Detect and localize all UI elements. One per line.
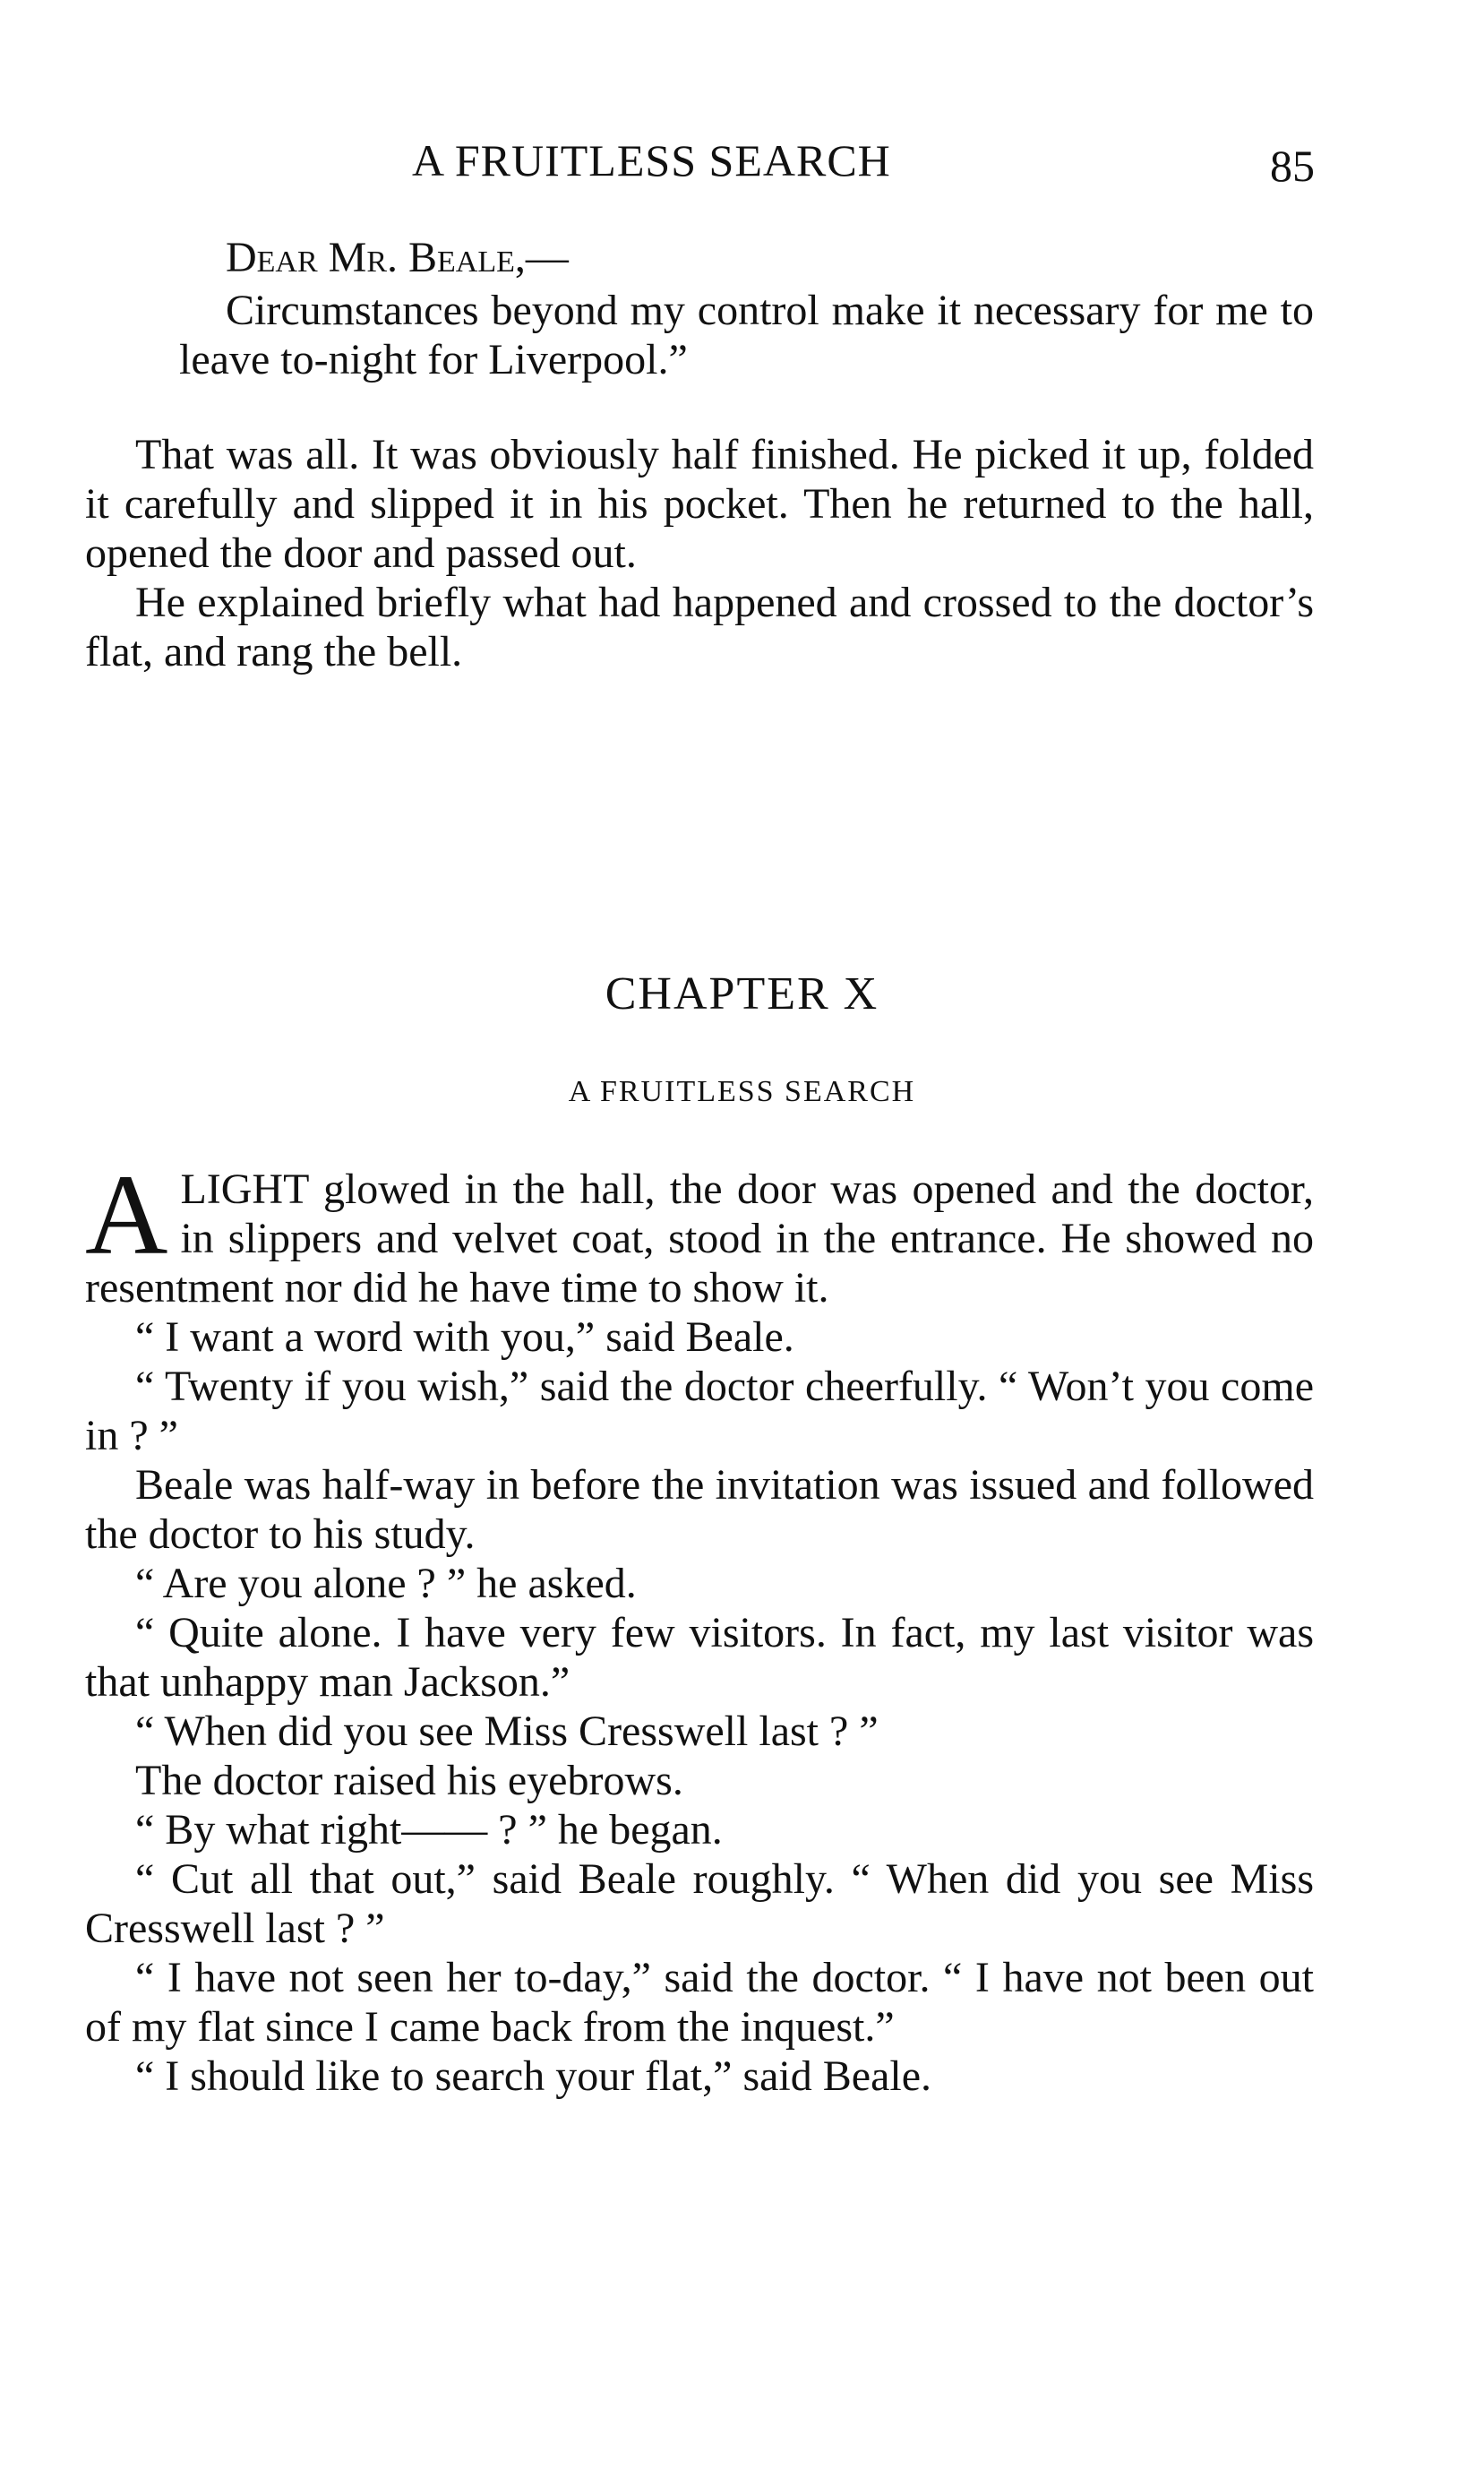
opening-rest: glowed in the hall, the door was opened and the doctor, in slippers and velvet coat, stood in the entrance. He showed no resentment nor did he have time to show it. (85, 1166, 1314, 1312)
paragraph: “ When did you see Miss Cresswell last ? ” (135, 1708, 879, 1755)
paragraph: “ Are you alone ? ” he asked. (135, 1560, 637, 1607)
chapter-text (85, 1151, 1314, 2101)
running-title: A FRUITLESS SEARCH (412, 135, 891, 185)
paragraph: “ I want a word with you,” said Beale. (135, 1313, 794, 1361)
pre-chapter-text (85, 430, 1314, 676)
chapter-subtitle: A FRUITLESS SEARCH (568, 1075, 916, 1108)
paragraph: “ Quite alone. I have very few visitors. In fact, my last visitor was that unhappy man Jackson.” (85, 1609, 1314, 1706)
paragraph: “ Cut all that out,” said Beale roughly. “ When did you see Miss Cresswell last ? ” (85, 1855, 1314, 1952)
opening-first-word: LIGHT (180, 1166, 309, 1213)
paragraph: “ By what right—— ? ” he began. (135, 1806, 723, 1854)
paragraph: The doctor raised his eyebrows. (135, 1757, 683, 1804)
letter-salutation: Dear Mr. Beale,— (226, 234, 569, 281)
paragraph: He explained briefly what had happened and crossed to the doctor’s flat, and rang the bell. (85, 579, 1314, 675)
drop-cap: A (85, 1151, 168, 1278)
running-header (0, 134, 1484, 197)
letter-excerpt (179, 233, 1314, 384)
paragraph: “ I should like to search your flat,” said Beale. (135, 2052, 932, 2100)
letter-body: Circumstances beyond my control make it necessary for me to leave to-night for Liverpool.” (179, 287, 1314, 383)
paragraph: That was all. It was obviously half finished. He picked it up, folded it carefully and slipped it in his pocket. Then he returned to the hall, opened the door and passed out. (85, 431, 1314, 577)
opening-paragraph (85, 1151, 1314, 1312)
paragraph: Beale was half-way in before the invitation was issued and followed the doctor to his study. (85, 1461, 1314, 1558)
chapter-heading: CHAPTER X (605, 968, 879, 1019)
paragraph: “ I have not seen her to-day,” said the doctor. “ I have not been out of my flat since I came back from the inquest.” (85, 1954, 1314, 2051)
paragraph: “ Twenty if you wish,” said the doctor cheerfully. “ Won’t you come in ? ” (85, 1363, 1314, 1459)
page-number: 85 (1270, 141, 1315, 191)
